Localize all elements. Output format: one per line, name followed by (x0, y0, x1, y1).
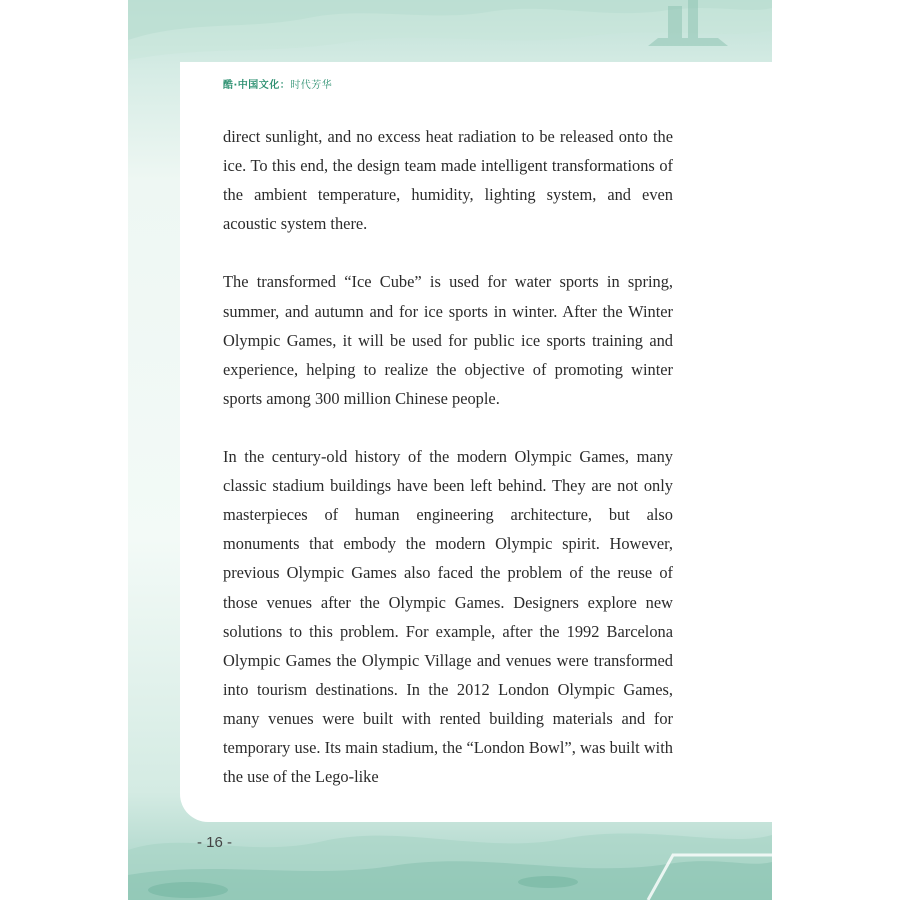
running-header (223, 76, 332, 91)
paragraph: In the century-old history of the modern Olympic Games, many classic stadium buildings have been left behind. They are not only masterpieces of human engineering architecture, but also monuments that embody the modern Olympic spirit. However, previous Olympic Games also faced the problem of the reuse of those venues after the Olympic Games. Designers explore new solutions to this problem. For example, after the 1992 Barcelona Olympic Games the Olympic Village and venues were transformed into tourism destinations. In the 2012 London Olympic Games, many venues were built with rented building materials and for temporary use. Its main stadium, the “London Bowl”, was built with the use of the Lego-like (223, 447, 673, 787)
page-number: - 16 - (197, 834, 233, 851)
body-text (223, 122, 673, 820)
header-subtitle: 时代芳华 (290, 80, 333, 91)
paragraph: The transformed “Ice Cube” is used for water sports in spring, summer, and autumn and for ice sports in winter. After the Winter Olympic Games, it will be used for public ice sports training and experience, helping to realize the objective of promoting winter sports among 300 million Chinese people. (223, 272, 673, 408)
paragraph: direct sunlight, and no excess heat radiation to be released onto the ice. To this end, the design team made intelligent transformations of the ambient temperature, humidity, lighting system, and even acoustic system there. (223, 127, 673, 234)
landscape-illustration-top (128, 0, 772, 70)
header-brand: 酷·中国文化： (223, 80, 291, 91)
landscape-illustration-bottom (128, 820, 772, 900)
